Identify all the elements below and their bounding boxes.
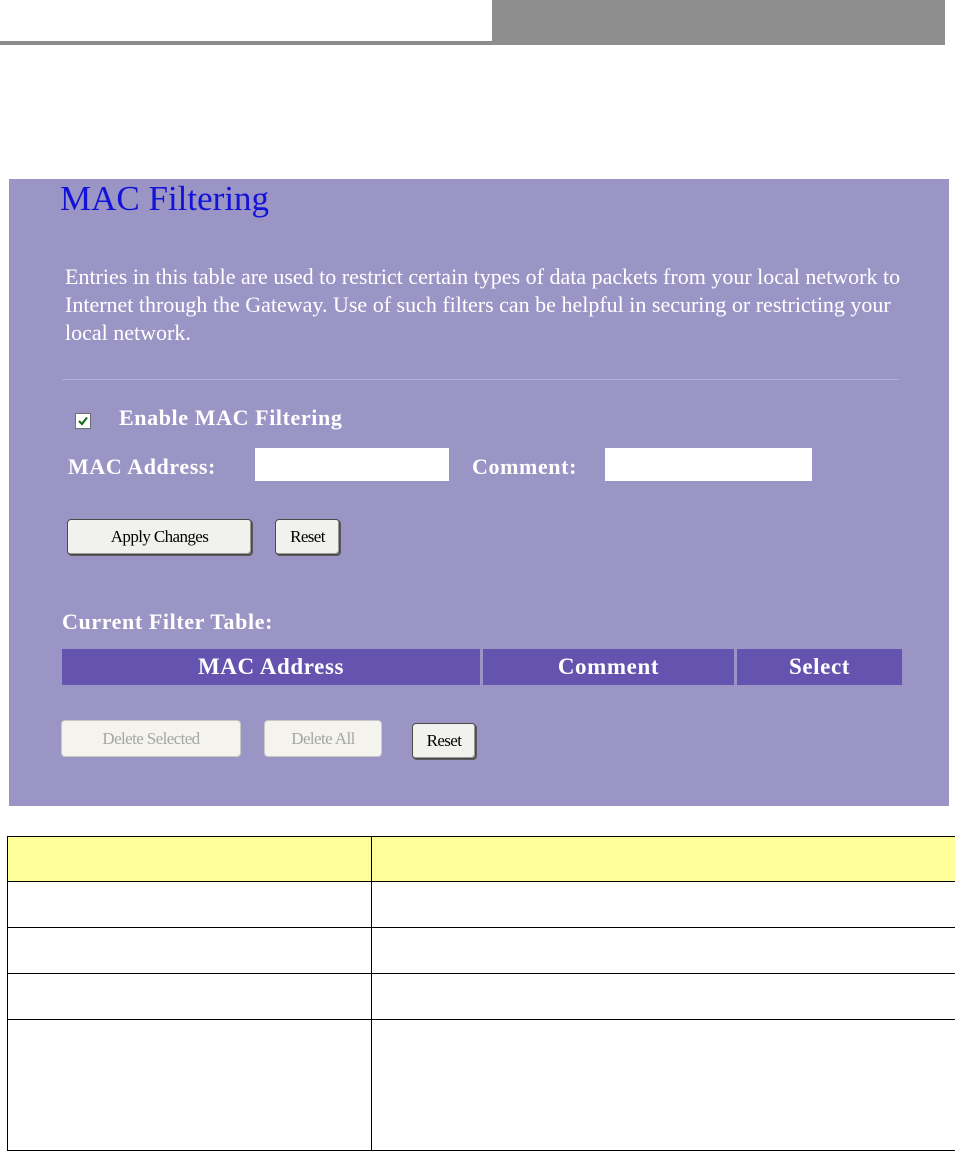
- page-title: MAC Filtering: [60, 179, 270, 218]
- header-rule: [0, 41, 492, 45]
- mac-filtering-panel: [9, 179, 949, 806]
- column-header-select: Select: [737, 649, 902, 685]
- header-bar: [492, 0, 945, 45]
- apply-changes-button[interactable]: Apply Changes: [67, 519, 252, 555]
- current-filter-table-caption: Current Filter Table:: [62, 609, 273, 634]
- comment-label: Comment:: [472, 454, 577, 479]
- separator: [62, 379, 899, 380]
- column-header-mac-address: MAC Address: [62, 649, 480, 685]
- delete-all-button[interactable]: Delete All: [264, 720, 382, 757]
- delete-selected-button[interactable]: Delete Selected: [61, 720, 241, 757]
- table-header-row: [8, 837, 955, 882]
- parameter-description-table: [7, 836, 955, 1151]
- table-row: [8, 882, 955, 928]
- mac-address-label: MAC Address:: [68, 454, 216, 479]
- table-row: [8, 1020, 955, 1151]
- enable-mac-filtering-label: Enable MAC Filtering: [119, 405, 343, 430]
- mac-address-input[interactable]: [255, 448, 449, 481]
- enable-mac-filtering-checkbox[interactable]: [75, 413, 91, 429]
- checkmark-icon: [77, 415, 89, 427]
- comment-input[interactable]: [605, 448, 812, 481]
- reset-table-button[interactable]: Reset: [412, 723, 476, 759]
- table-row: [8, 928, 955, 974]
- page-description: Entries in this table are used to restrict certain types of data packets from your local network to Internet through the Gateway. Use of such filters can be helpful in securing or restricting your local network.: [65, 264, 901, 345]
- reset-button[interactable]: Reset: [275, 519, 340, 555]
- column-header-comment: Comment: [483, 649, 734, 685]
- table-row: [8, 974, 955, 1020]
